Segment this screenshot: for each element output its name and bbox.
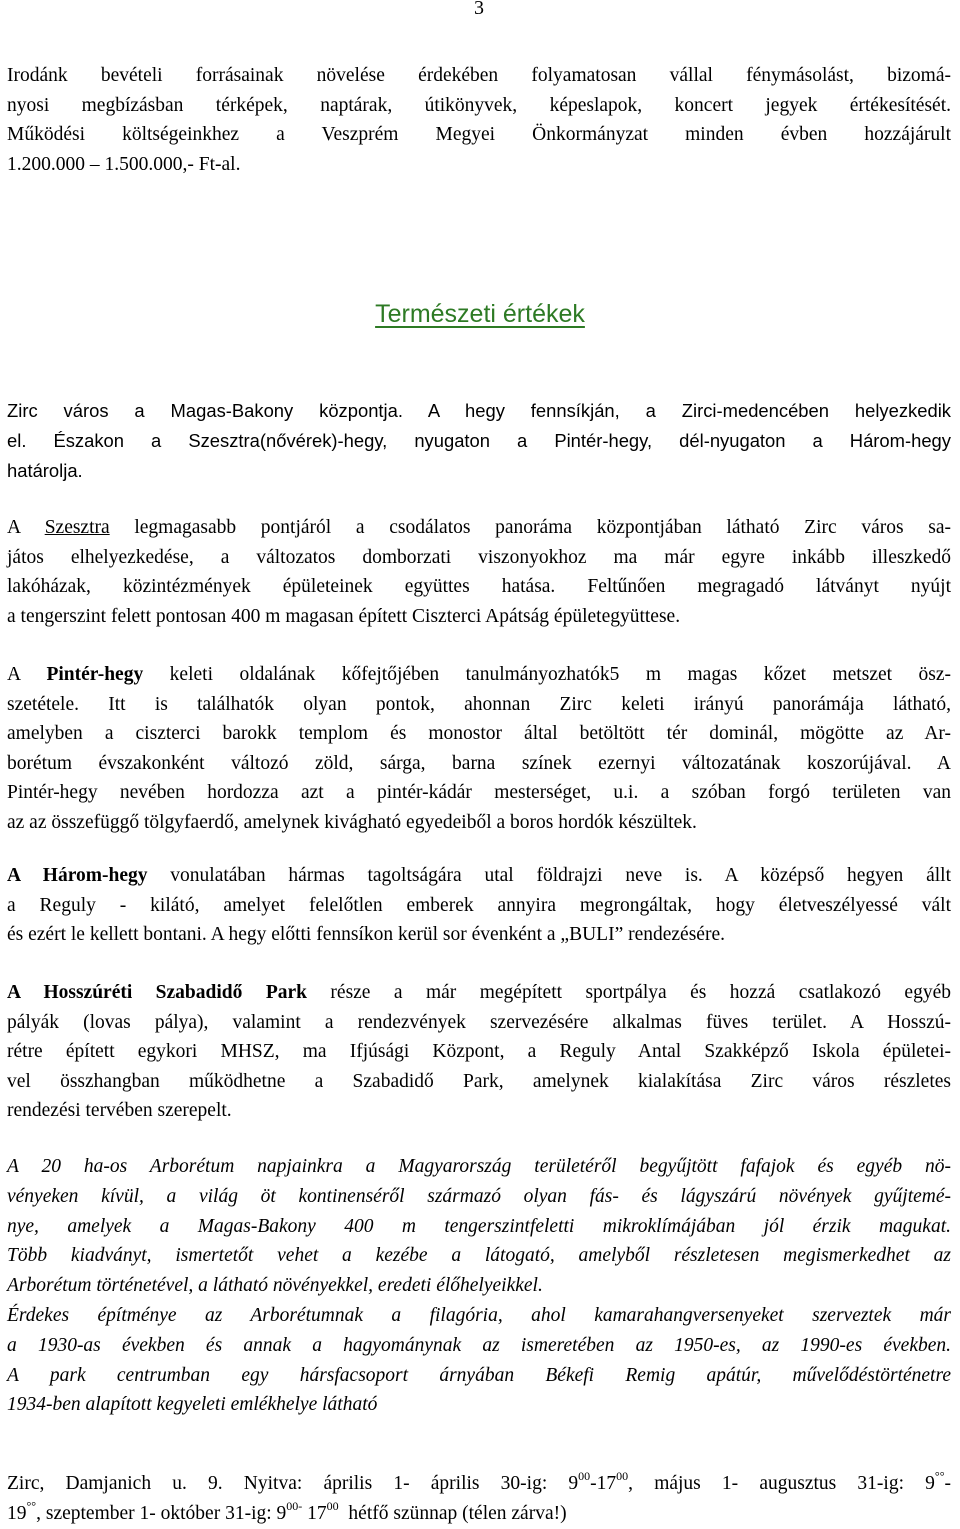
text-line: rendezési tervében szerepelt.: [7, 1100, 232, 1122]
text-line: A park centrumban egy hársfacsoport árnyában Békefi Remig apátúr, művelődéstörténetre: [7, 1364, 951, 1386]
text-line: vel összhangban működhetne a Szabadidő Park, amelynek kialakítása Zirc város részletes: [7, 1070, 951, 1092]
text-line: rétre épített egykori MHSZ, ma Ifjúsági Központ, a Reguly Antal Szakképző Iskola épületei-: [7, 1041, 951, 1063]
text-line: Arborétum történetével, a látható növényekkel, eredeti élőhelyeikkel.: [7, 1275, 543, 1297]
text-line: [7, 1499, 951, 1529]
text-fragment: , szeptember 1- október 31-ig: 9: [36, 1502, 287, 1524]
text-fragment: keleti oldalának kőfejtőjében tanulmányozhatók5 m magas kőzet metszet ösz-: [143, 664, 951, 685]
text-line: az az összefüggő tölgyfaerdő, amelynek kivágható egyedeiből a boros hordók készültek.: [7, 811, 697, 833]
text-line: [7, 861, 951, 891]
text-fragment: -: [944, 1473, 952, 1494]
harom-paragraph: [7, 861, 951, 950]
text-line: szetétele. Itt is találhatók olyan pontok, ahonnan Zirc keleti irányú panorámája látható,: [7, 693, 951, 715]
opening-hours: [7, 1469, 951, 1528]
text-fragment: vonulatában hármas tagoltságára utal földrajzi neve is. A középső hegyen állt: [147, 865, 951, 886]
text-line: és ezért le kellett bontani. A hegy előtti fennsíkon kerül sor évenként a „BULI” rendezésére.: [7, 924, 725, 946]
text-line: borétum évszakonként változó zöld, sárga, barna színek ezernyi változatának koszorújával. A: [7, 752, 951, 774]
intro-paragraph: [7, 61, 951, 179]
text-fragment: -17: [590, 1473, 617, 1494]
text-line: határolja.: [7, 459, 83, 481]
text-fragment: legmagasabb pontjáról a csodálatos panoráma központjában látható Zirc város sa-: [109, 517, 951, 538]
text-line: 1.200.000 – 1.500.000,- Ft-al.: [7, 153, 241, 175]
text-line: a Reguly - kilátó, amelyet felelőtlen emberek annyira megrongáltak, hogy életveszélyessé vált: [7, 894, 951, 916]
superscript: 00: [326, 1498, 339, 1513]
text-line: nyosi megbízásban térképek, naptárak, útikönyvek, képeslapok, koncert jegyek értékesítését.: [7, 94, 951, 116]
text-line: [7, 660, 951, 690]
text-fragment: hétfő szünnap (télen zárva!): [338, 1502, 567, 1524]
section-heading: Természeti értékek: [375, 300, 585, 328]
text-line: Működési költségeinkhez a Veszprém Megyei Önkormányzat minden évben hozzájárult: [7, 124, 951, 146]
text-line: Érdekes építménye az Arborétumnak a filagória, ahol kamarahangversenyeket szerveztek már: [7, 1304, 951, 1326]
text-line: Irodánk bevételi forrásainak növelése érdekében folyamatosan vállal fénymásolást, bizomá-: [7, 65, 951, 86]
arboretum-paragraph: [7, 1152, 951, 1420]
text-line: lakóházak, közintézmények épületeinek együttes hatása. Feltűnően megragadó látványt nyújt: [7, 576, 951, 598]
superscript: 00-: [286, 1498, 303, 1513]
text-line: a 1930-as években és annak a hagyománynak az ismeretében az 1950-es, az 1990-es években.: [7, 1334, 951, 1356]
szesztra-name: Szesztra: [44, 517, 110, 538]
superscript: 00: [616, 1469, 629, 1483]
text-line: amelyben a ciszterci barokk templom és monostor által betöltött tér dominál, mögötte az Ar-: [7, 723, 951, 745]
pinter-name: Pintér-hegy: [46, 664, 144, 685]
text-line: A 20 ha-os Arborétum napjainkra a Magyarország területéről begyűjtött fafajok és egyéb nö-: [7, 1156, 951, 1177]
text-fragment: része a már megépített sportpálya és hozzá csatlakozó egyéb: [306, 982, 951, 1003]
superscript: °°: [934, 1469, 945, 1483]
text-line: 1934-ben alapított kegyeleti emlékhelye látható: [7, 1394, 378, 1416]
superscript: 00: [578, 1469, 591, 1483]
location-paragraph: [7, 396, 951, 485]
text-line: a tengerszint felett pontosan 400 m magasan épített Ciszterci Apátság épületegyüttese.: [7, 605, 681, 627]
text-line: el. Északon a Szesztra(nővérek)-hegy, nyugaton a Pintér-hegy, dél-nyugaton a Három-hegy: [7, 429, 951, 451]
text-fragment: 19: [7, 1502, 27, 1524]
hosszureti-name: A Hosszúréti Szabadidő Park: [7, 982, 307, 1003]
text-line: [7, 1469, 951, 1499]
szesztra-paragraph: [7, 513, 951, 631]
text-line: Több kiadványt, ismertetőt vehet a kezébe a látogató, amelyből részletesen megismerkedhet az: [7, 1245, 951, 1267]
text-fragment: 17: [302, 1502, 327, 1524]
text-line: Zirc város a Magas-Bakony központja. A hegy fennsíkján, a Zirci-medencében helyezkedik: [7, 400, 951, 421]
text-fragment: A: [7, 664, 47, 685]
text-fragment: A: [7, 517, 45, 538]
text-line: pályák (lovas pálya), valamint a rendezvények szervezésére alkalmas füves terület. A Hosszú-: [7, 1011, 951, 1033]
superscript: °°: [26, 1498, 37, 1513]
page-number: 3: [474, 0, 484, 19]
text-line: nye, amelyek a Magas-Bakony 400 m tengerszintfeletti mikroklímájában jól érzik magukat.: [7, 1215, 951, 1237]
text-line: vényeken kívül, a világ öt kontinenséről származó olyan fás- és lágyszárú növények gyűjtemé-: [7, 1185, 951, 1207]
text-fragment: Zirc, Damjanich u. 9. Nyitva: április 1- április 30-ig: 9: [7, 1473, 579, 1494]
text-fragment: , május 1- augusztus 31-ig: 9: [628, 1473, 935, 1494]
pinter-paragraph: [7, 660, 951, 838]
text-line: játos elhelyezkedése, a változatos domborzati viszonyokhoz ma már egyre inkább illeszkedő: [7, 546, 951, 568]
text-line: [7, 513, 951, 543]
harom-name: A Három-hegy: [7, 865, 148, 886]
text-line: Pintér-hegy nevében hordozza azt a pintér-kádár mesterséget, u.i. a szóban forgó területen van: [7, 782, 951, 804]
hosszureti-paragraph: [7, 978, 951, 1126]
text-line: [7, 978, 951, 1008]
